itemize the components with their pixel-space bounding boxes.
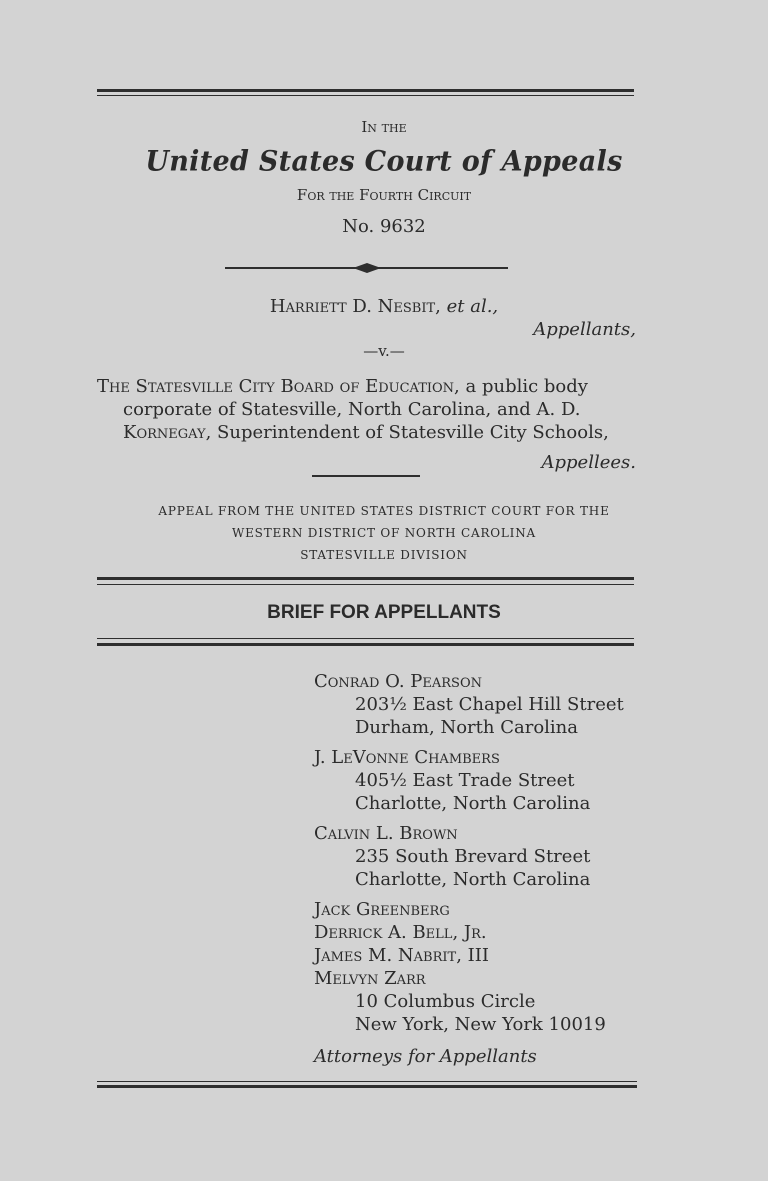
appeal-line-2: WESTERN DISTRICT OF NORTH CAROLINA [231,526,536,540]
appellee-superintendent: Kornegay, [123,422,212,443]
attorney-address-2: Charlotte, North Carolina [355,869,591,890]
short-rule [312,475,420,477]
appellee-block [97,375,637,444]
appellant-line [0,296,768,317]
bottom-rule-thick [97,1085,637,1088]
attorney-address-1: 405½ East Trade Street [355,770,575,791]
attorney-address-2: Durham, North Carolina [355,717,578,738]
appellant-etal: et al., [440,296,499,317]
appellant-name: Harriett D. Nesbit, [269,296,441,317]
attorney-address-1: 203½ East Chapel Hill Street [355,694,624,715]
attorney-name: Derrick A. Bell, Jr. [314,922,487,943]
case-number: No. 9632 [342,216,426,237]
attorney-name: Conrad O. Pearson [314,671,482,692]
attorney-address-1: 235 South Brevard Street [355,846,591,867]
attorney-address-2: Charlotte, North Carolina [355,793,591,814]
ornament-rule [225,262,510,274]
in-the-label: In the [361,118,407,136]
appellees-label: Appellees. [541,452,636,473]
appellee-board-desc: a public body [459,376,588,397]
attorney-name: Jack Greenberg [314,899,450,920]
versus: —v.— [363,342,405,360]
appeal-line-3: STATESVILLE DIVISION [300,548,468,562]
appellee-line2: corporate of Statesville, North Carolina, and A. D. [123,399,581,420]
appellee-board: The Statesville City Board of Education, [97,376,460,397]
circuit-label: For the Fourth Circuit [296,186,472,204]
appellants-label: Appellants, [533,319,636,340]
attorney-chambers [314,746,654,815]
attorney-name: Calvin L. Brown [314,823,458,844]
attorney-name: Melvyn Zarr [314,968,426,989]
title-rule-bottom-thick [97,643,634,646]
brief-title: BRIEF FOR APPELLANTS [267,602,501,623]
attorneys-closing: Attorneys for Appellants [314,1046,537,1067]
attorney-brown [314,822,654,891]
attorney-pearson [314,670,654,739]
diamond-ornament [353,263,381,273]
attorney-address-1: 10 Columbus Circle [355,991,536,1012]
top-rule-thin [97,95,634,96]
title-rule-bottom-thin [97,638,634,639]
title-rule-top-thin [97,584,634,585]
attorney-address-2: New York, New York 10019 [355,1014,606,1035]
appellee-superintendent-desc: Superintendent of Statesville City Schools, [211,422,609,443]
title-rule-top-thick [97,577,634,580]
bottom-rule-thin [97,1081,637,1082]
attorney-name: James M. Nabrit, III [314,945,489,966]
court-name: United States Court of Appeals [145,145,623,178]
top-rule-thick [97,89,634,92]
attorneys-new-york [314,898,654,1036]
appeal-line-1: APPEAL FROM THE UNITED STATES DISTRICT COURT FOR THE [158,504,610,518]
attorney-name: J. LeVonne Chambers [314,747,500,768]
